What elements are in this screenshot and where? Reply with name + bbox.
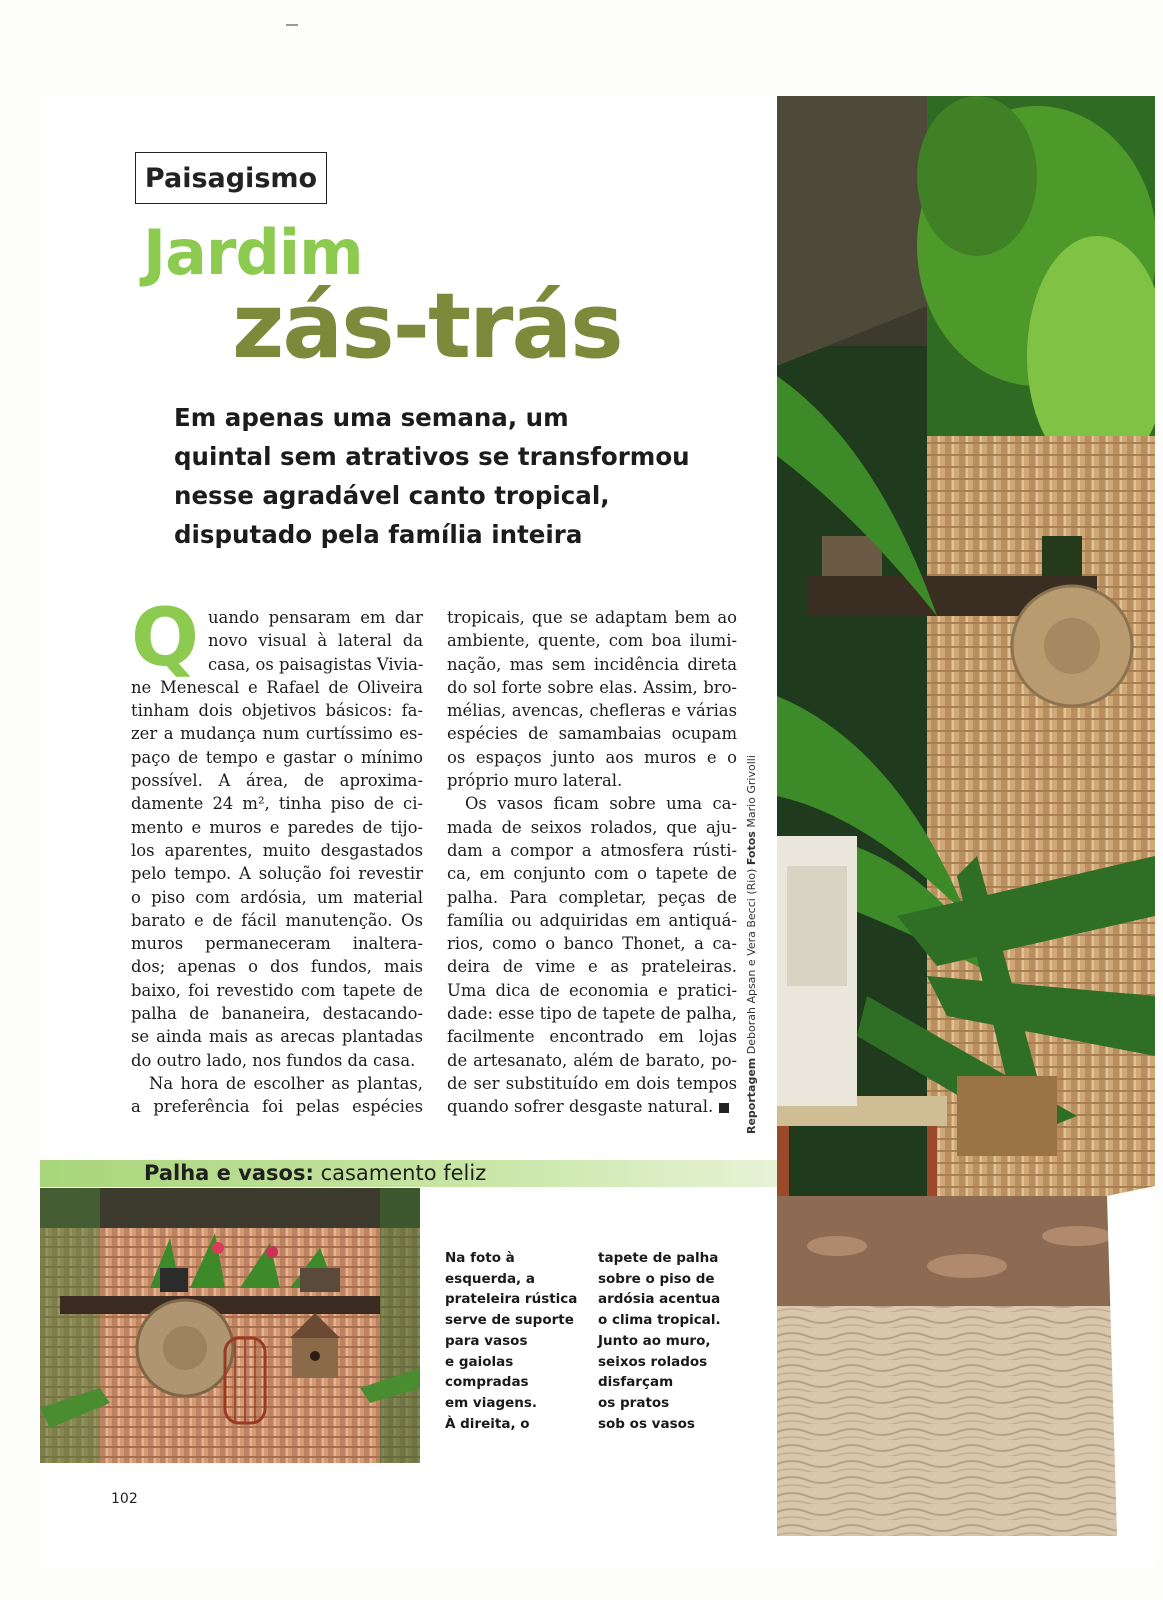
caption-line: para vasos <box>445 1332 528 1349</box>
body-line: uando pensaram em dar <box>208 608 423 627</box>
body-line: se ainda mais as arecas plantadas <box>131 1027 423 1047</box>
body-line: barato e de fácil manutenção. Os <box>131 910 423 930</box>
body-line: de artesanato, além de barato, po- <box>447 1050 737 1070</box>
body-line: pelo tempo. A solução foi revestir <box>131 864 423 884</box>
body-line: novo visual à lateral da <box>208 631 423 651</box>
body-line: espécies de samambaias ocupam <box>447 724 737 744</box>
credit-names: Mario Grivolli <box>745 755 758 828</box>
body-column-1 <box>131 606 423 1119</box>
body-line <box>447 1095 737 1118</box>
body-line-text: quando sofrer desgaste natural. <box>447 1097 714 1117</box>
body-line: rios, como o banco Thonet, a ca- <box>447 934 737 954</box>
shelf-photo <box>40 1188 420 1463</box>
caption-line: em viagens. <box>445 1394 538 1411</box>
body-line: a preferência foi pelas espécies <box>131 1097 423 1117</box>
body-line: mélias, avencas, chefleras e várias <box>447 701 737 721</box>
body-line: do sol forte sobre elas. Assim, bro- <box>447 677 737 697</box>
body-line: paço de tempo e gastar o mínimo <box>131 747 423 767</box>
caption-line: Junto ao muro, <box>598 1332 711 1349</box>
body-line: facilmente encontrado em lojas <box>447 1027 737 1047</box>
caption-line: compradas <box>445 1374 529 1391</box>
body-line: damente 24 m², tinha piso de ci- <box>131 794 423 814</box>
caption-line: e gaiolas <box>445 1353 514 1370</box>
body-line: tropicais, que se adaptam bem ao <box>447 608 737 627</box>
title-line-1: Jardim <box>143 216 363 289</box>
body-line: palha. Para completar, peças de <box>447 887 737 907</box>
body-line: baixo, foi revestido com tapete de <box>131 980 423 1000</box>
lead-line: disputado pela família inteira <box>174 520 583 549</box>
body-line: o piso com ardósia, um material <box>131 887 423 907</box>
drop-cap: Q <box>131 591 200 684</box>
box-title-bold: Palha e vasos: <box>144 1161 314 1185</box>
scan-mark <box>286 24 298 26</box>
body-column-2 <box>447 606 737 1119</box>
caption-line: prateleira rústica <box>445 1291 578 1308</box>
lead-paragraph <box>174 398 734 554</box>
body-line: dade: esse tipo de tapete de palha, <box>447 1004 737 1024</box>
body-line: palha de bananeira, destacando- <box>131 1004 423 1024</box>
photo-caption-right <box>598 1248 721 1434</box>
body-line: possível. A área, de aproxima- <box>131 771 423 791</box>
body-line: mada de seixos rolados, que aju- <box>447 817 737 837</box>
caption-line: ardósia acentua <box>598 1291 721 1308</box>
caption-line: serve de suporte <box>445 1312 574 1329</box>
body-line: Os vasos ficam sobre uma ca- <box>465 794 737 814</box>
caption-line: Na foto à <box>445 1250 515 1266</box>
body-line: mento e muros e paredes de tijo- <box>131 817 423 837</box>
credit-names: Deborah Apsan e Vera Becci (Rio) <box>745 868 758 1055</box>
body-line: família ou adquiridas em antiquá- <box>447 910 737 930</box>
body-line: Na hora de escolher as plantas, <box>149 1073 423 1093</box>
box-title <box>144 1160 486 1187</box>
body-line: los aparentes, muito desgastados <box>131 840 423 860</box>
garden-photo <box>777 96 1155 1536</box>
caption-line: sobre o piso de <box>598 1270 715 1287</box>
caption-line: seixos rolados <box>598 1353 708 1370</box>
body-line: os espaços junto aos muros e o <box>447 747 737 767</box>
body-line: tinham dois objetivos básicos: fa- <box>131 701 423 721</box>
body-line: do outro lado, nos fundos da casa. <box>131 1050 416 1070</box>
caption-line: esquerda, a <box>445 1270 535 1287</box>
lead-line: Em apenas uma semana, um <box>174 403 569 432</box>
credit-label: Reportagem <box>745 1057 758 1134</box>
caption-line: disfarçam <box>598 1374 674 1391</box>
caption-line: tapete de palha <box>598 1250 719 1266</box>
body-line: nação, mas sem incidência direta <box>447 654 737 674</box>
lead-line: nesse agradável canto tropical, <box>174 481 610 510</box>
section-label: Paisagismo <box>135 152 327 204</box>
body-line: próprio muro lateral. <box>447 771 623 791</box>
box-title-rest: casamento feliz <box>320 1161 487 1185</box>
body-line: ca, em conjunto com o tapete de <box>447 864 737 884</box>
body-line: deira de vime e as prateleiras. <box>447 957 737 977</box>
body-line: Uma dica de economia e pratici- <box>447 980 737 1000</box>
photo-caption-left <box>445 1248 577 1434</box>
caption-line: sob os vasos <box>598 1415 695 1432</box>
caption-line: os pratos <box>598 1394 670 1411</box>
body-line: dos; apenas o dos fundos, mais <box>131 957 423 977</box>
photo-credit <box>745 744 767 1134</box>
body-line: de ser substituído em dois tempos <box>447 1073 737 1093</box>
body-line: muros permaneceram inaltera- <box>131 934 423 954</box>
credit-label: Fotos <box>745 831 758 866</box>
end-of-article-icon <box>719 1103 729 1113</box>
caption-line: o clima tropical. <box>598 1312 721 1329</box>
body-line: ambiente, quente, com boa ilumi- <box>447 631 737 651</box>
title-line-2: zás-trás <box>232 274 622 379</box>
body-line: ne Menescal e Rafael de Oliveira <box>131 677 423 697</box>
body-line: dam a compor a atmosfera rústi- <box>447 840 737 860</box>
caption-line: À direita, o <box>445 1415 530 1432</box>
body-line: zer a mudança num curtíssimo es- <box>131 724 423 744</box>
lead-line: quintal sem atrativos se transformou <box>174 442 690 471</box>
body-line: casa, os paisagistas Vivia- <box>208 654 424 674</box>
page-number: 102 <box>111 1491 138 1507</box>
